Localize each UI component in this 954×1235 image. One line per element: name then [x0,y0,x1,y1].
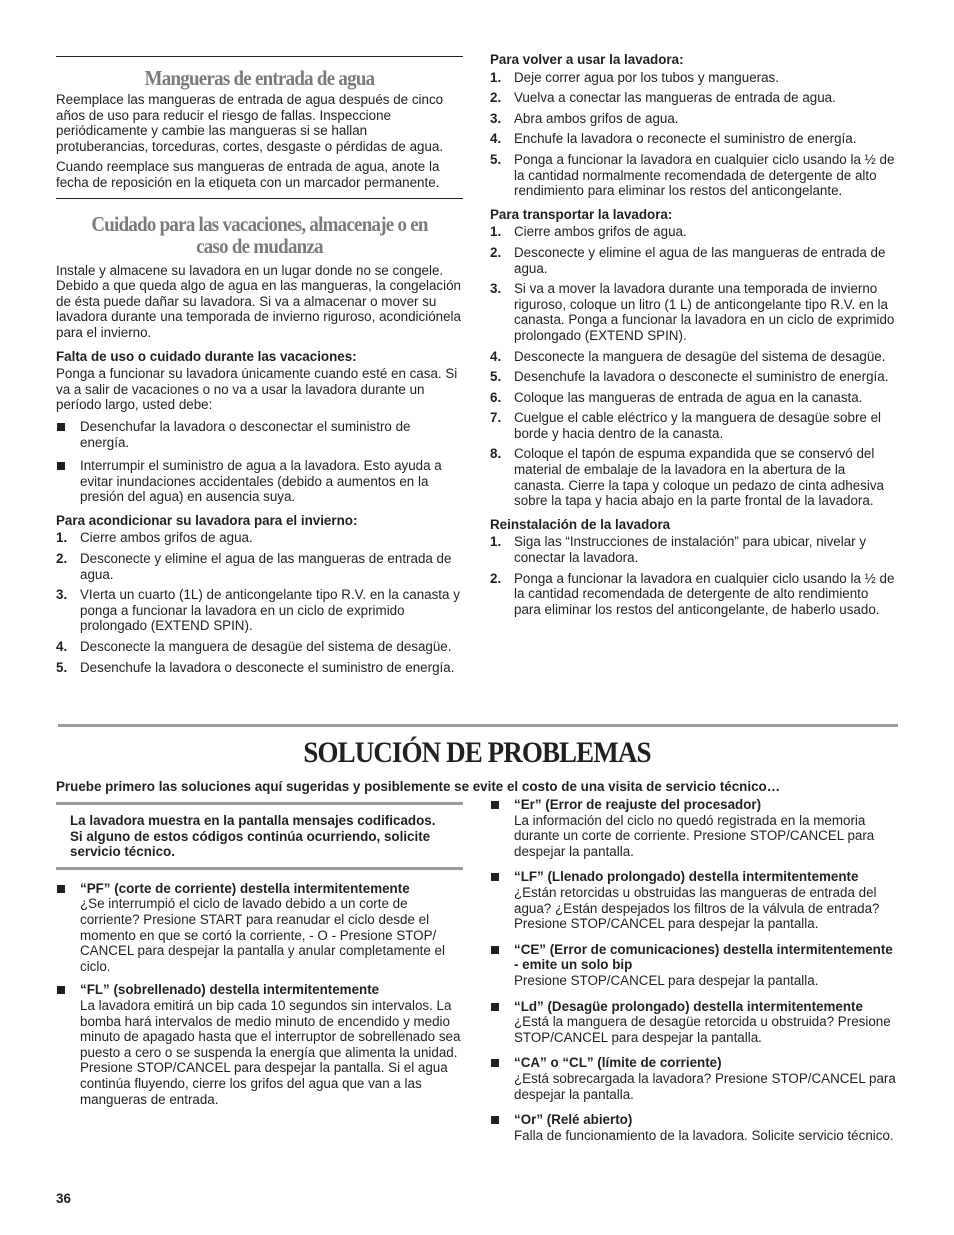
square-bullet-icon [491,1116,499,1124]
step-text: Desconecte la manguera de desagüe del sistema de desagüe. [80,639,452,655]
list-item [56,551,463,582]
vacation-paragraph: Instale y almacene su lavadora en un lugar donde no se congele. Debido a que queda algo de agua en las mangueras, la congelación de ésta puede dañar su lavadora. Si va a almacenar o mover su lavadora durante una temporada de invierno riguroso, acondiciónela para el invierno. [56,262,462,340]
step-number: 7. [490,410,502,426]
list-item [490,245,896,276]
list-item [56,530,463,546]
square-bullet-icon [491,946,499,954]
step-text: Vuelva a conectar las mangueras de entrada de agua. [514,90,836,106]
step-number: 1. [490,534,502,550]
step-number: 5. [56,659,68,675]
step-number: 2. [56,551,68,567]
list-item [56,587,463,634]
error-code-text: ¿Se interrumpió el ciclo de lavado debido a un corte de corriente? Presione START para reanudar el ciclo desde el momento en que se cortó la corriente, - O - Presione STOP/ CANCEL para despejar la pantalla y anular completamente el ciclo. [80,896,445,974]
vacation-heading: Cuidado para las vacaciones, almacenaje o en caso de mudanza [91,211,428,258]
step-text: Cierre ambos grifos de agua. [514,224,687,240]
list-item [56,660,463,676]
hoses-paragraph-1: Reemplace las mangueras de entrada de agua después de cinco años de uso para reducir el riesgo de fallas. Inspeccione periódicamente y cambie las mangueras si se hallan protuberancias, torceduras, cortes, desgaste o pérdidas de agua. [56,92,444,154]
error-code-list [490,797,896,1143]
square-bullet-icon [491,1003,499,1011]
absence-heading: Falta de uso o cuidado durante las vacaciones: [56,348,357,364]
step-number: 4. [490,131,502,147]
step-number: 6. [490,389,502,405]
list-item [490,446,896,508]
list-item [490,131,896,147]
list-item [490,70,896,86]
step-number: 3. [490,281,502,297]
error-code-title: “CA” o “CL” (límite de corriente) [514,1055,722,1071]
list-item [490,869,896,931]
left-column [56,56,463,680]
square-bullet-icon [57,423,65,431]
square-bullet-icon [57,462,65,470]
square-bullet-icon [57,885,65,893]
step-number: 4. [56,639,68,655]
step-number: 3. [56,587,68,603]
error-code-title: “Or” (Relé abierto) [514,1112,633,1128]
page-number: 36 [56,1191,71,1206]
error-code-text: La información del ciclo no quedó registrada en la memoria durante un corte de corriente. Presione STOP/CANCEL para despejar la pantalla. [514,812,875,859]
list-item [490,224,896,240]
step-number: 1. [490,224,502,240]
troubleshooting-left-column [56,802,463,1115]
step-text: Desconecte la manguera de desagüe del sistema de desagüe. [514,348,886,364]
absence-list [56,419,463,505]
step-number: 2. [490,570,502,586]
error-code-title: “Ld” (Desagüe prolongado) destella intermitentemente [514,998,863,1014]
step-text: Desenchufe la lavadora o desconecte el suministro de energía. [80,659,455,675]
step-number: 5. [490,369,502,385]
hoses-heading: Mangueras de entrada de agua [144,66,375,90]
troubleshooting-intro: Pruebe primero las soluciones aquí sugeridas y posiblemente se evite el costo de una visita de servicio técnico… [56,779,781,794]
step-number: 2. [490,244,502,260]
list-item [56,982,463,1107]
step-text: Ponga a funcionar la lavadora en cualquier ciclo usando la ½ de la cantidad recomendada de detergente de alto rendimiento para eliminar los restos del anticongelante, de haberlo usado. [514,570,895,617]
section-divider [58,724,898,727]
step-text: Siga las “Instrucciones de instalación” para ubicar, nivelar y conectar la lavadora. [514,534,867,566]
list-item [490,152,896,199]
list-item [490,281,896,343]
step-text: VIerta un cuarto (1L) de anticongelante tipo R.V. en la canasta y ponga a funcionar la lavadora en un ciclo de exprimido prolongado (EXTEND SPIN). [80,587,460,634]
step-text: Coloque las mangueras de entrada de agua en la canasta. [514,389,863,405]
step-number: 4. [490,348,502,364]
step-text: Cuelgue el cable eléctrico y la manguera de desagüe sobre el borde y hacia dentro de la canasta. [514,410,881,441]
step-number: 2. [490,90,502,106]
list-item [490,999,896,1046]
square-bullet-icon [491,1059,499,1067]
step-text: Ponga a funcionar la lavadora en cualquier ciclo usando la ½ de la cantidad normalmente recomendada de detergente de alto rendimiento para eliminar los restos del anticongelante. [514,151,895,199]
square-bullet-icon [491,873,499,881]
list-item [490,90,896,106]
step-text: Coloque el tapón de espuma expandida que se conservó del material de embalaje de la lavadora en la abertura de la canasta. Cierre la tapa y coloque un pedazo de cinta adhesiva sobre la tapa y hacia abajo en la parte frontal de la lavadora. [514,446,884,509]
right-column [490,52,896,622]
error-code-title: “LF” (Llenado prolongado) destella intermitentemente [514,869,859,885]
list-item [490,571,896,618]
step-number: 1. [490,69,502,85]
square-bullet-icon [57,986,65,994]
list-item [490,410,896,441]
error-code-title: “PF” (corte de corriente) destella intermitentemente [80,880,410,896]
troubleshooting-right-column [490,797,896,1153]
step-text: Deje correr agua por los tubos y mangueras. [514,69,779,85]
list-item [490,1055,896,1102]
error-code-text: Falla de funcionamiento de la lavadora. Solicite servicio técnico. [514,1127,894,1143]
step-text: Desenchufe la lavadora o desconecte el suministro de energía. [514,369,889,385]
list-item [56,639,463,655]
section-rule [56,198,463,199]
error-code-text: ¿Está la manguera de desagüe retorcida u obstruida? Presione STOP/CANCEL para despejar la pantalla. [514,1014,891,1045]
reinstall-heading: Reinstalación de la lavadora [490,516,671,532]
error-code-title: “Er” (Error de reajuste del procesador) [514,797,762,812]
note-line-1: La lavadora muestra en la pantalla mensajes codificados. [70,813,436,828]
absence-paragraph: Ponga a funcionar su lavadora únicamente cuando esté en casa. Si va a salir de vacaciones o no va a usar la lavadora durante un período largo, usted debe: [56,366,458,413]
error-code-title: “CE” (Error de comunicaciones) destella intermitentemente - emite un solo bip [514,941,893,973]
list-item [56,419,463,450]
note-line-2: Si alguno de estos códigos continúa ocurriendo, solicite servicio técnico. [70,828,431,860]
reinstall-steps [490,534,896,617]
list-item [490,1112,896,1143]
step-number: 5. [490,151,502,167]
list-item [490,797,896,859]
coded-messages-note [56,805,463,867]
list-item [56,458,463,505]
step-number: 8. [490,446,502,462]
reuse-steps [490,70,896,199]
step-text: Desconecte y elimine el agua de las mangueras de entrada de agua. [514,244,886,276]
page-title: SOLUCIÓN DE PROBLEMAS [303,736,651,769]
error-code-text: Presione STOP/CANCEL para despejar la pantalla. [514,972,819,988]
step-number: 3. [490,110,502,126]
error-code-text: La lavadora emitirá un bip cada 10 segundos sin intervalos. La bomba hará intervalos de medio minuto de encendido y medio minuto de apagado hasta que el interruptor de sobrellenado sea puesto a cero o se suspenda la energía que alimenta la unidad. Presione STOP/CANCEL para despejar la pantalla. Si el agua continúa fluyendo, cierre los grifos del agua que van a las mangueras de entrada. [80,997,461,1107]
step-text: Desconecte y elimine el agua de las mangueras de entrada de agua. [80,551,452,582]
winter-heading: Para acondicionar su lavadora para el invierno: [56,512,358,528]
hoses-paragraph-2: Cuando reemplace sus mangueras de entrada de agua, anote la fecha de reposición en la etiqueta con un marcador permanente. [56,159,440,190]
winter-steps [56,530,463,675]
step-text: Abra ambos grifos de agua. [514,110,679,126]
step-text: Si va a mover la lavadora durante una temporada de invierno riguroso, coloque un litro (1 L) de anticongelante tipo R.V. en la canasta. Ponga a funcionar la lavadora en un ciclo de exprimido prolongado (EXTEND SPIN). [514,281,895,343]
list-item-text: Interrumpir el suministro de agua a la lavadora. Esto ayuda a evitar inundaciones accidentales (debido a aumentos en la presión del agua) en ausencia suya. [80,458,442,505]
reuse-heading: Para volver a usar la lavadora: [490,52,684,67]
list-item [490,111,896,127]
section-rule [56,56,463,57]
step-text: Cierre ambos grifos de agua. [80,530,253,546]
error-code-title: “FL” (sobrellenado) destella intermitentemente [80,982,380,998]
error-code-list [56,881,463,1107]
list-item [490,534,896,565]
list-item-text: Desenchufar la lavadora o desconectar el suministro de energía. [80,418,411,450]
list-item [490,390,896,406]
list-item [490,349,896,365]
note-box-bottom-rule [56,867,463,870]
square-bullet-icon [491,801,499,809]
list-item [490,369,896,385]
step-text: Enchufe la lavadora o reconecte el suministro de energía. [514,131,857,147]
step-number: 1. [56,530,68,546]
error-code-text: ¿Está sobrecargada la lavadora? Presione STOP/CANCEL para despejar la pantalla. [514,1070,896,1102]
list-item [56,881,463,975]
list-item [490,942,896,989]
transport-heading: Para transportar la lavadora: [490,206,673,222]
transport-steps [490,224,896,509]
error-code-text: ¿Están retorcidas u obstruidas las mangueras de entrada del agua? ¿Están despejados los filtros de la válvula de entrada? Presione STOP/CANCEL para despejar la pantalla. [514,884,880,932]
